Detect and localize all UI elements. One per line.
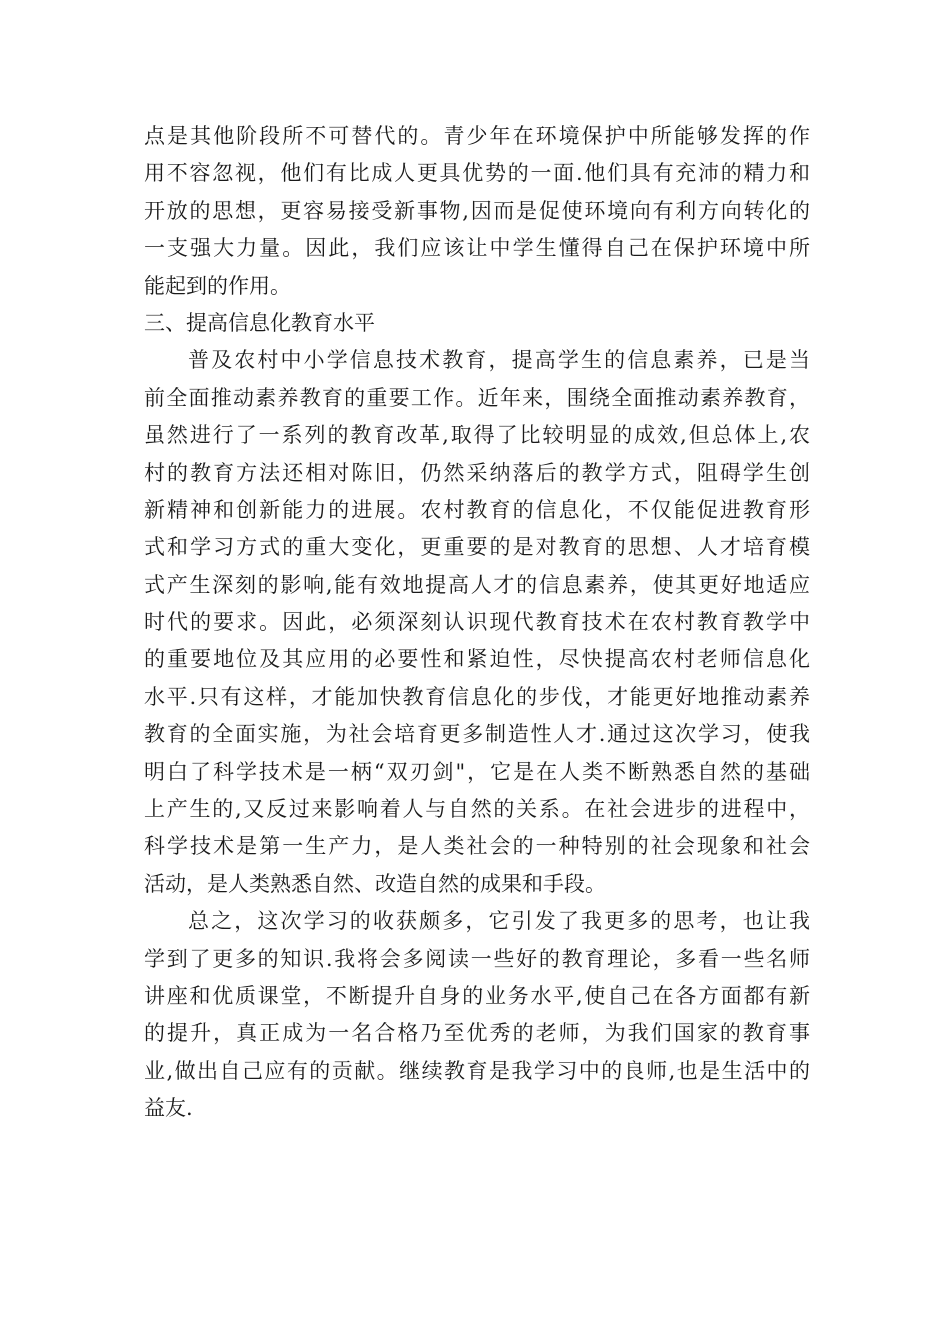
text-line: 新精神和创新能力的进展。农村教育的信息化，不仅能促进教育形 bbox=[144, 497, 810, 522]
text-line: 教育的全面实施，为社会培育更多制造性人才.通过这次学习，使我 bbox=[144, 722, 810, 747]
text-line: 益友. bbox=[144, 1096, 193, 1121]
text-line: 能起到的作用。 bbox=[144, 273, 291, 298]
text-line: 虽然进行了一系列的教育改革,取得了比较明显的成效,但总体上,农 bbox=[144, 423, 810, 448]
text-line: 点是其他阶段所不可替代的。青少年在环境保护中所能够发挥的作 bbox=[144, 124, 810, 148]
document-page bbox=[144, 118, 810, 1128]
text-line: 村的教育方法还相对陈旧，仍然采纳落后的教学方式，阻碍学生创 bbox=[144, 460, 810, 485]
text-line: 明白了科学技术是一柄“双刃剑"，它是在人类不断熟悉自然的基础 bbox=[144, 759, 810, 784]
text-line: 水平.只有这样，才能加快教育信息化的步伐，才能更好地推动素养 bbox=[144, 684, 810, 709]
text-line: 的重要地位及其应用的必要性和紧迫性，尽快提高农村老师信息化 bbox=[144, 647, 810, 672]
paragraph-environment bbox=[144, 118, 810, 305]
text-line: 前全面推动素养教育的重要工作。近年来，围绕全面推动素养教育， bbox=[144, 385, 810, 410]
text-line: 总之，这次学习的收获颇多，它引发了我更多的思考，也让我 bbox=[188, 909, 810, 934]
text-line: 业,做出自己应有的贡献。继续教育是我学习中的良师,也是生活中的 bbox=[144, 1058, 810, 1083]
text-line: 一支强大力量。因此，我们应该让中学生懂得自己在保护环境中所 bbox=[144, 236, 810, 261]
text-line: 式产生深刻的影响,能有效地提高人才的信息素养，使其更好地适应 bbox=[144, 572, 810, 597]
text-line: 时代的要求。因此，必须深刻认识现代教育技术在农村教育教学中 bbox=[144, 610, 810, 635]
text-line: 的提升，真正成为一名合格乃至优秀的老师，为我们国家的教育事 bbox=[144, 1021, 810, 1046]
text-line: 讲座和优质课堂，不断提升自身的业务水平,使自己在各方面都有新 bbox=[144, 983, 810, 1008]
text-line: 普及农村中小学信息技术教育，提高学生的信息素养，已是当 bbox=[188, 348, 810, 373]
text-line: 活动，是人类熟悉自然、改造自然的成果和手段。 bbox=[144, 871, 606, 896]
paragraph-informatization bbox=[144, 342, 810, 903]
section-heading: 三、提高信息化教育水平 bbox=[144, 310, 375, 335]
text-line: 科学技术是第一生产力，是人类社会的一种特别的社会现象和社会 bbox=[144, 834, 810, 859]
text-line: 用不容忽视，他们有比成人更具优势的一面.他们具有充沛的精力和 bbox=[144, 161, 810, 186]
text-line: 式和学习方式的重大变化，更重要的是对教育的思想、人才培育模 bbox=[144, 535, 810, 560]
text-line: 上产生的,又反过来影响着人与自然的关系。在社会进步的进程中， bbox=[144, 797, 810, 822]
paragraph-summary bbox=[144, 903, 810, 1127]
text-line: 学到了更多的知识.我将会多阅读一些好的教育理论，多看一些名师 bbox=[144, 946, 810, 971]
text-line: 开放的思想，更容易接受新事物,因而是促使环境向有利方向转化的 bbox=[144, 198, 810, 223]
